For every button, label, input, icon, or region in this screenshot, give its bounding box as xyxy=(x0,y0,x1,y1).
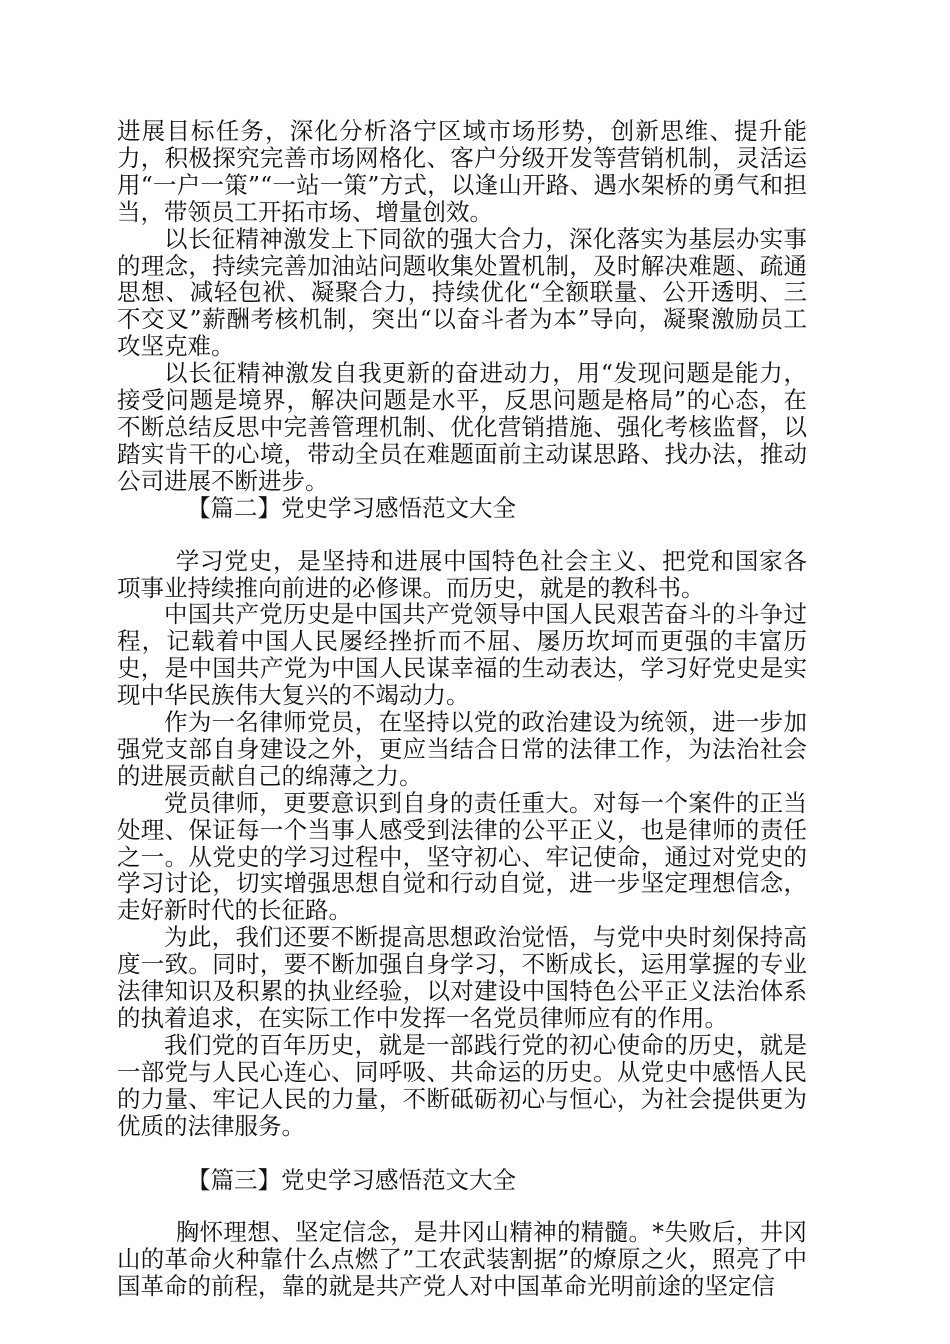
paragraph: 为此，我们还要不断提高思想政治觉悟，与党中央时刻保持高度一致。同时，要不断加强自身学习，不断成长，运用掌握的专业法律知识及积累的执业经验，以对建设中国特色公平正义法治体系的执着追求，在实际工作中发挥一名党员律师应有的作用。 xyxy=(117,923,807,1032)
spacer xyxy=(117,1140,807,1167)
paragraph: 胸怀理想、坚定信念，是井冈山精神的精髓。*失败后，井冈山的革命火种靠什么点燃了”工农武装割据”的燎原之火，照亮了中国革命的前程，靠的就是共产党人对中国革命光明前途的坚定信 xyxy=(117,1218,807,1301)
paragraph: 进展目标任务，深化分析洛宁区域市场形势，创新思维、提升能力，积极探究完善市场网格化、客户分级开发等营销机制，灵活运用“一户一策”“一站一策”方式，以逢山开路、遇水架桥的勇气和担当，带领员工开拓市场、增量创效。 xyxy=(117,117,807,226)
paragraph: 作为一名律师党员，在坚持以党的政治建设为统领，进一步加强党支部自身建设之外，更应当结合日常的法律工作，为法治社会的进展贡献自己的绵薄之力。 xyxy=(117,708,807,790)
paragraph: 我们党的百年历史，就是一部践行党的初心使命的历史，就是一部党与人民心连心、同呼吸、共命运的历史。从党史中感悟人民的力量、牢记人民的力量，不断砥砺初心与恒心，为社会提供更为优质的法律服务。 xyxy=(117,1030,807,1140)
paragraph: 中国共产党历史是中国共产党领导中国人民艰苦奋斗的斗争过程，记载着中国人民屡经挫折而不屈、屡历坎坷而更强的丰富历史，是中国共产党为中国人民谋幸福的生动表达，学习好党史是实现中华民族伟大复兴的不竭动力。 xyxy=(117,600,807,710)
paragraph: 以长征精神激发上下同欲的强大合力，深化落实为基层办实事的理念，持续完善加油站问题收集处置机制，及时解决难题、疏通思想、减轻包袱、凝聚合力，持续优化“全额联量、公开透明、三不交叉”薪酬考核机制，突出“以奋斗者为本”导向，凝聚激励员工攻坚克难。 xyxy=(117,224,807,361)
paragraph: 以长征精神激发自我更新的奋进动力，用“发现问题是能力，接受问题是境界，解决问题是水平，反思问题是格局”的心态，在不断总结反思中完善管理机制、优化营销措施、强化考核监督，以踏实肯干的心境，带动全员在难题面前主动谋思路、找办法，推动公司进展不断进步。 xyxy=(117,359,807,495)
paragraph: 学习党史，是坚持和进展中国特色社会主义、把党和国家各项事业持续推向前进的必修课。而历史，就是的教科书。 xyxy=(117,546,807,602)
paragraph: 党员律师，更要意识到自身的责任重大。对每一个案件的正当处理、保证每一个当事人感受到法律的公平正义，也是律师的责任之一。从党史的学习过程中，坚守初心、牢记使命，通过对党史的学习讨论，切实增强思想自觉和行动自觉，进一步坚定理想信念，走好新时代的长征路。 xyxy=(117,788,807,925)
spacer xyxy=(117,1193,807,1219)
section-heading-2: 【篇二】党史学习感悟范文大全 xyxy=(187,493,516,522)
spacer xyxy=(117,522,807,548)
document-page xyxy=(117,118,807,1300)
section-heading-3: 【篇三】党史学习感悟范文大全 xyxy=(187,1165,516,1194)
